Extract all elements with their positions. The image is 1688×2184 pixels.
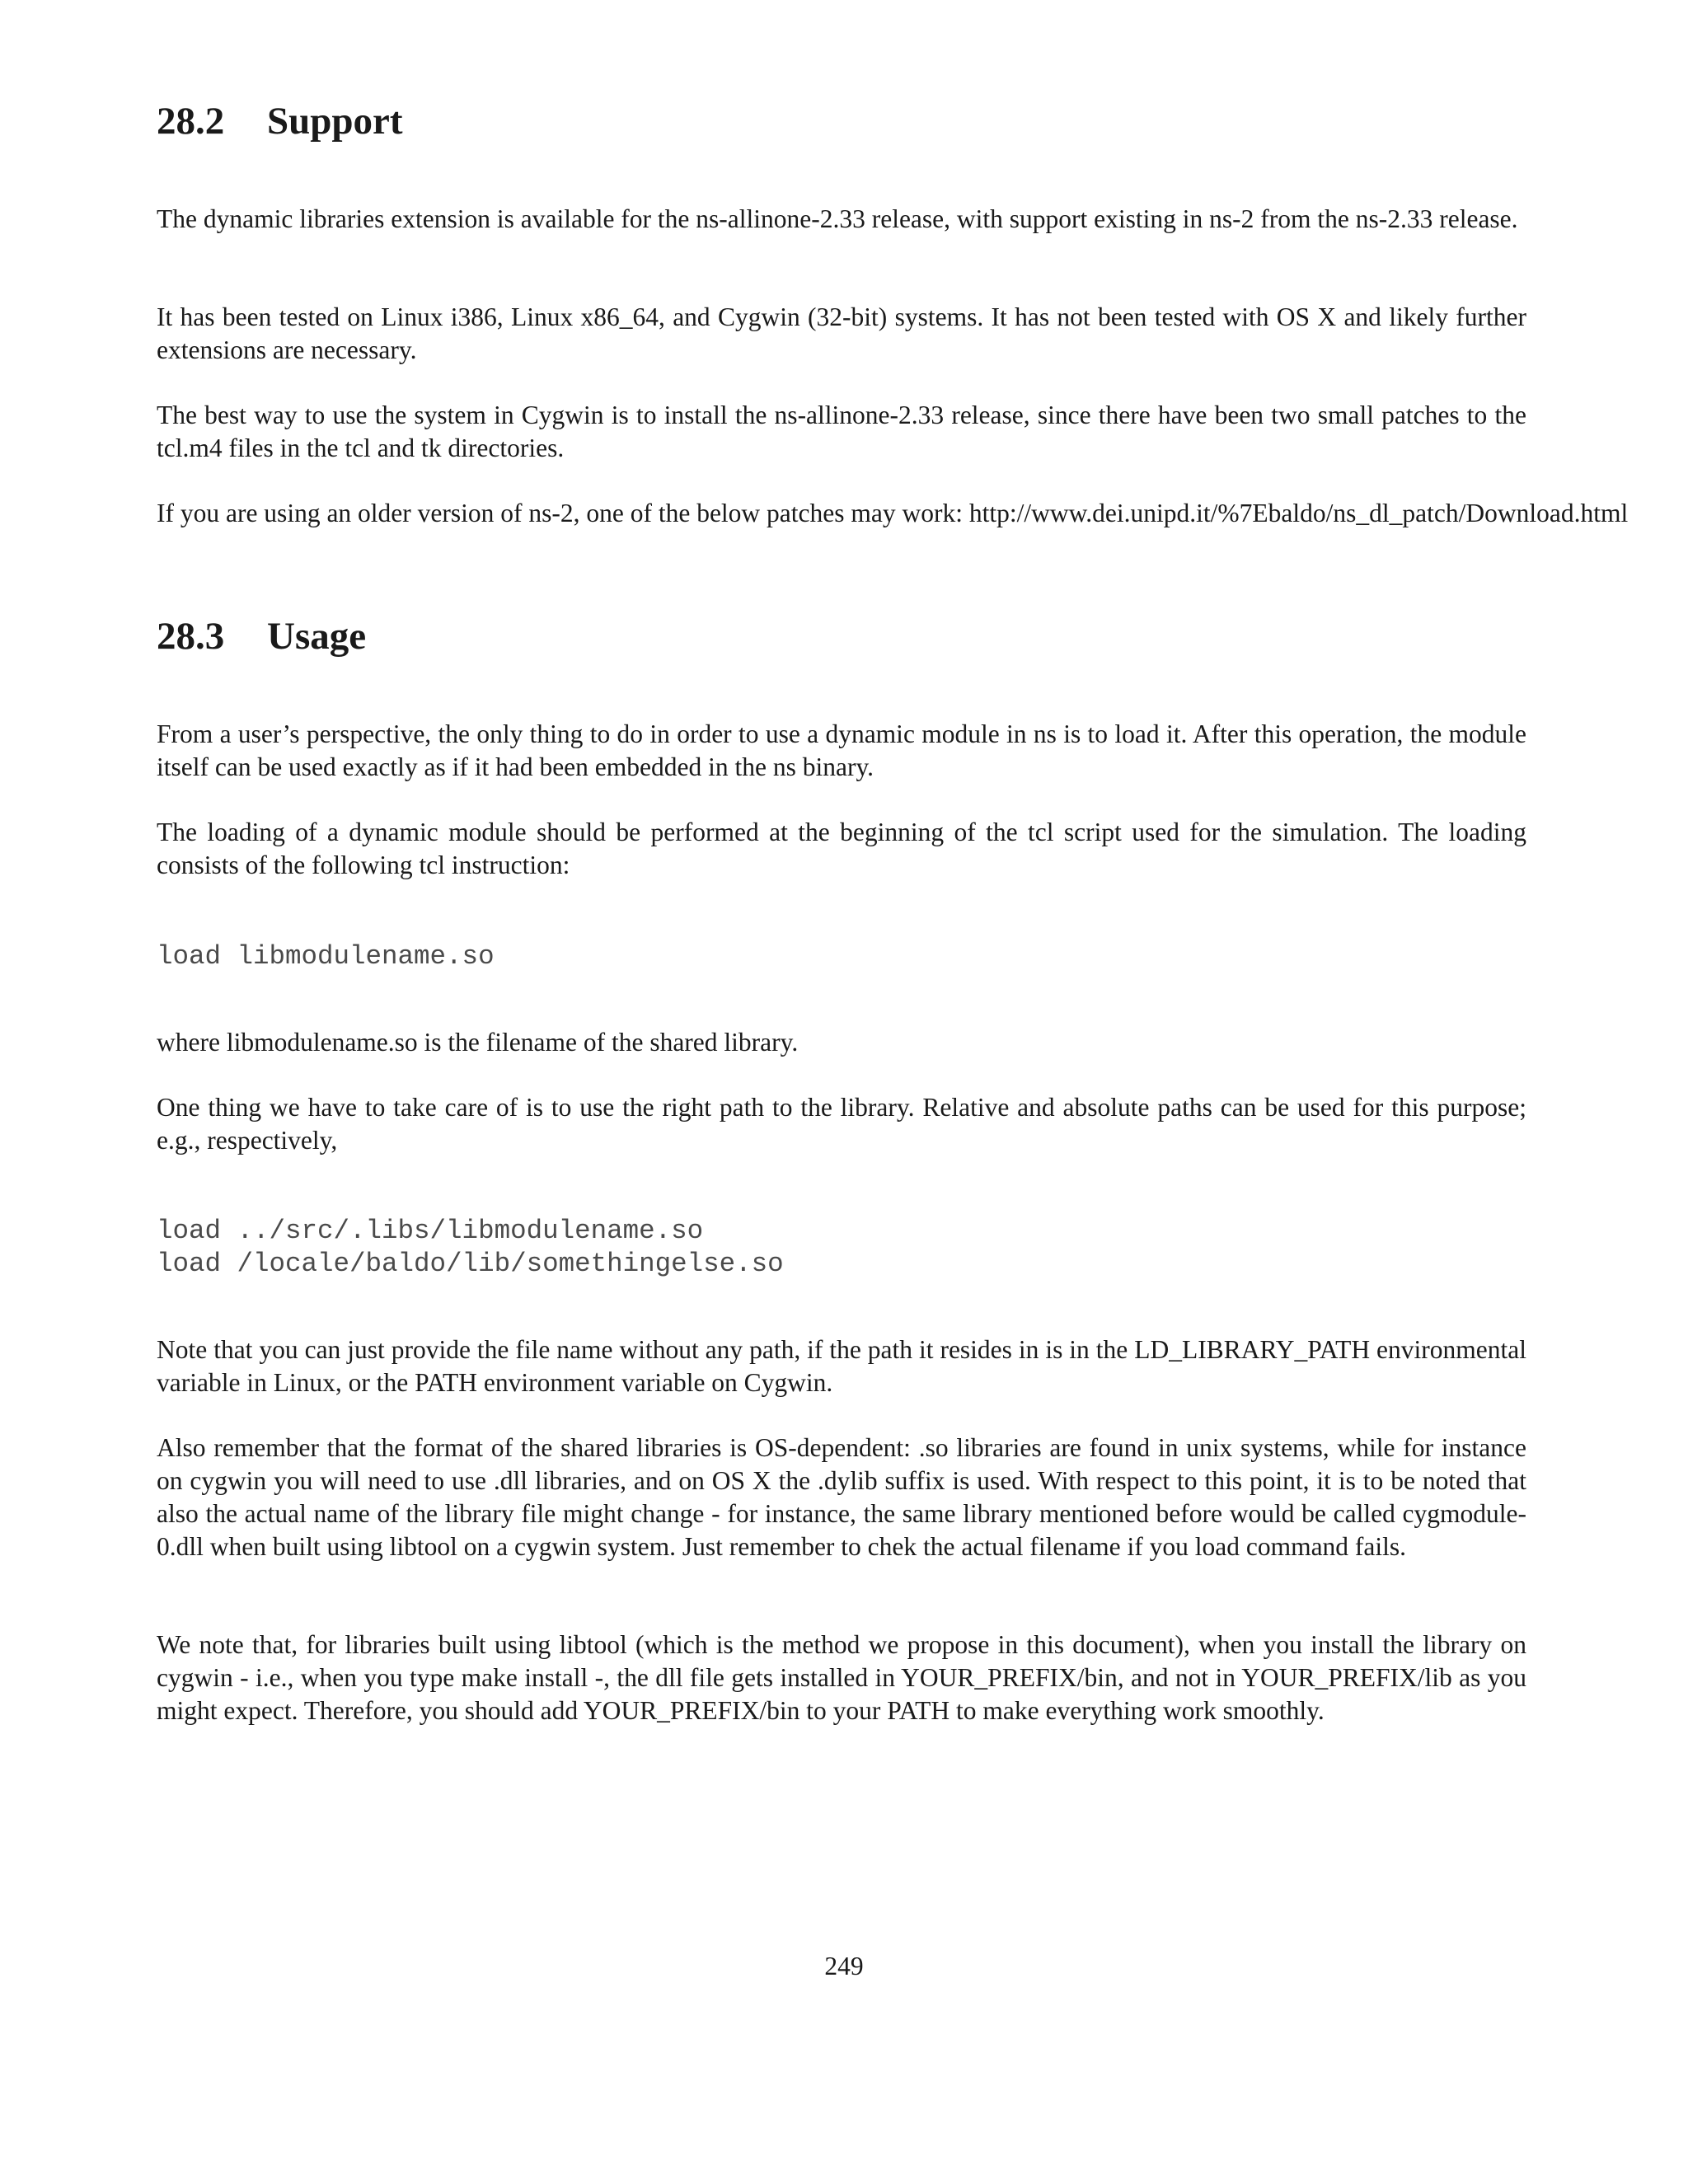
section-number: 28.3 — [157, 615, 225, 658]
section-heading-usage — [157, 617, 366, 656]
paragraph: The dynamic libraries extension is available for the ns-allinone-2.33 release, with support existing in ns-2 from the ns-2.33 release. — [157, 204, 1518, 233]
paragraph: We note that, for libraries built using libtool (which is the method we propose in this document), when you install the library on cygwin - i.e., when you type make install -, the dll file gets installed in YOUR_PREFIX/bin, and not in YOUR_PREFIX/lib as you might expect. Therefore, you should add YOUR_PREFIX/bin to your PATH to make everything work smoothly. — [157, 1630, 1526, 1725]
paragraph: One thing we have to take care of is to use the right path to the library. Relative and absolute paths can be used for this purpose; e.g., respectively, — [157, 1093, 1526, 1155]
code-block: load libmodulename.so — [157, 941, 495, 972]
paragraph: Note that you can just provide the file name without any path, if the path it resides in is in the LD_LIBRARY_PATH environmental variable in Linux, or the PATH environment variable on Cygwin. — [157, 1335, 1526, 1397]
section-number: 28.2 — [157, 100, 225, 143]
section-heading-support — [157, 102, 403, 141]
page-number: 249 — [824, 1952, 864, 1980]
section-title: Support — [267, 100, 403, 143]
paragraph: The loading of a dynamic module should be performed at the beginning of the tcl script used for the simulation. The loading consists of the following tcl instruction: — [157, 818, 1526, 879]
paragraph: If you are using an older version of ns-2, one of the below patches may work: http://www.dei.unipd.it/%7Ebaldo/ns_dl_patch/Download.html — [157, 499, 1629, 527]
section-title: Usage — [267, 615, 367, 658]
paragraph: It has been tested on Linux i386, Linux x86_64, and Cygwin (32-bit) systems. It has not been tested with OS X and likely further extensions are necessary. — [157, 302, 1526, 364]
paragraph: Also remember that the format of the shared libraries is OS-dependent: .so libraries are found in unix systems, while for instance on cygwin you will need to use .dll libraries, and on OS X the .dylib suffix is used. With respect to this point, it is to be noted that also the actual name of the library file might change - for instance, the same library mentioned before would be called cygmodule-0.dll when built using libtool on a cygwin system. Just remember to chek the actual filename if you load command fails. — [157, 1433, 1526, 1561]
paragraph: From a user’s perspective, the only thing to do in order to use a dynamic module in ns is to load it. After this operation, the module itself can be used exactly as if it had been embedded in the ns binary. — [157, 719, 1526, 781]
code-block: load ../src/.libs/libmodulename.so load /locale/baldo/lib/somethingelse.so — [157, 1216, 784, 1279]
paragraph: where libmodulename.so is the filename of the shared library. — [157, 1028, 799, 1057]
paragraph: The best way to use the system in Cygwin is to install the ns-allinone-2.33 release, since there have been two small patches to the tcl.m4 files in the tcl and tk directories. — [157, 401, 1526, 462]
